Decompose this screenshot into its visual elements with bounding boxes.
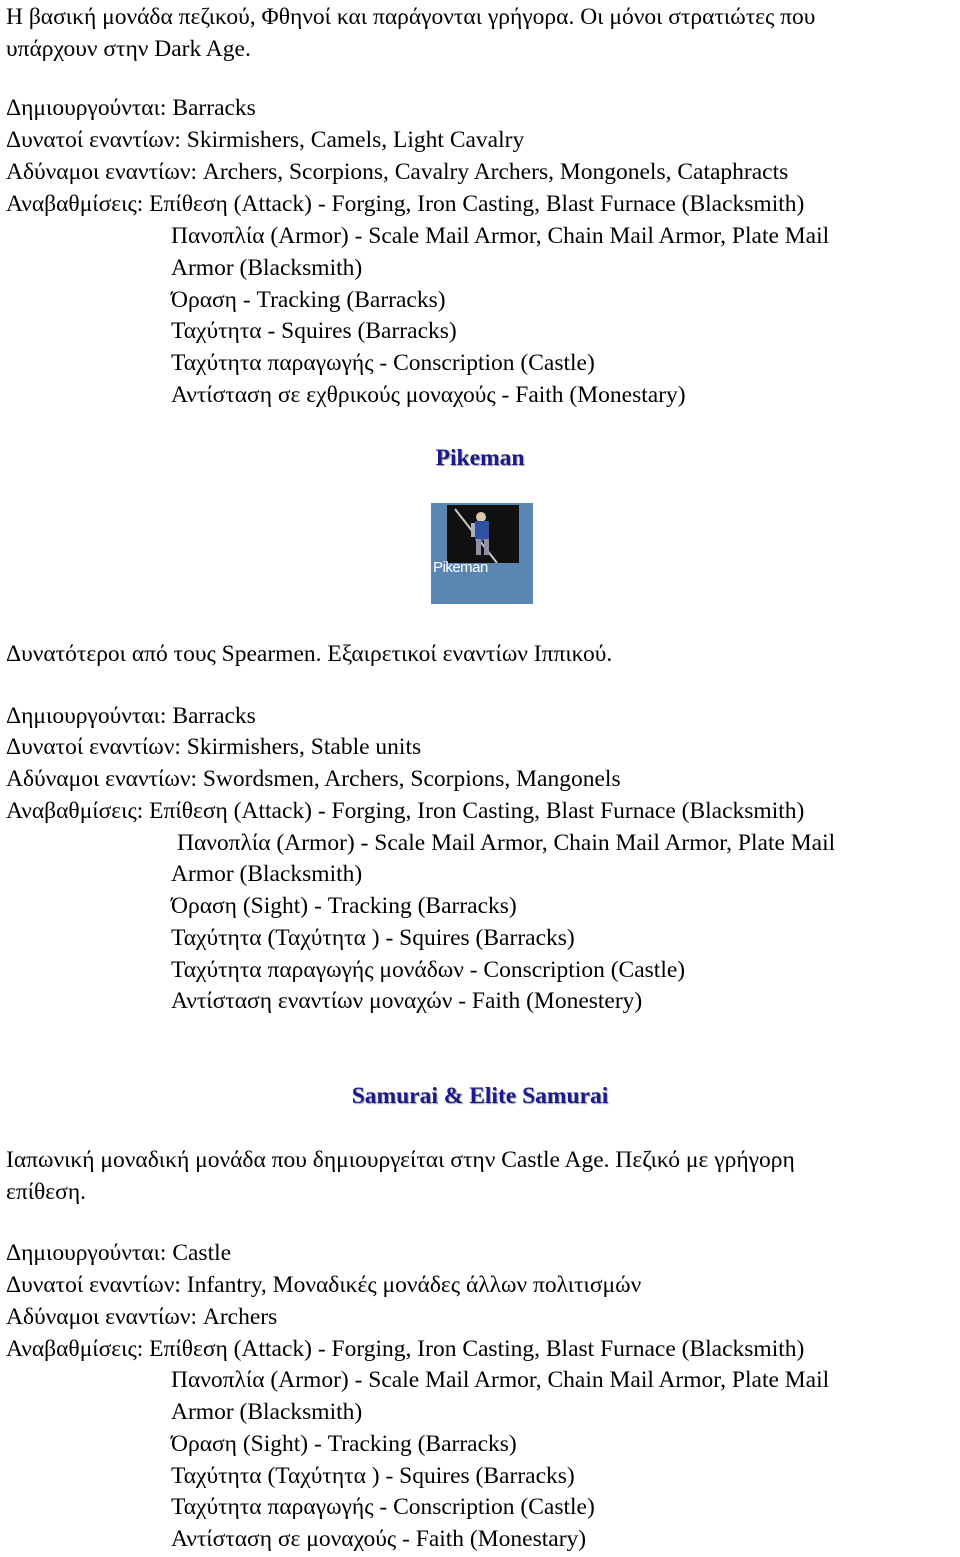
pikeman-icon-caption: Pikeman [433,559,488,576]
samurai-armor-line-2: Armor (Blacksmith) [171,1399,363,1425]
samurai-speed: Ταχύτητα (Ταχύτητα ) - Squires (Barracks) [171,1463,575,1489]
pikeman-unit-art [447,505,519,563]
spearman-weak: Αδύναμοι εναντίων: Archers, Scorpions, Cavalry Archers, Mongonels, Cataphracts [6,159,789,185]
spearman-production: Ταχύτητα παραγωγής - Conscription (Castle) [171,350,595,376]
spearman-strong: Δυνατοί εναντίων: Skirmishers, Camels, Light Cavalry [6,127,525,153]
pikeman-resistance: Αντίσταση εναντίων μοναχών - Faith (Monestery) [171,988,643,1014]
spearman-armor-line-1: Πανοπλία (Armor) - Scale Mail Armor, Chain Mail Armor, Plate Mail [171,223,830,249]
spearman-created: Δημιουργούνται: Barracks [6,95,256,121]
samurai-desc-line-1: Ιαπωνική μοναδική μονάδα που δημιουργείται στην Castle Age. Πεζικό με γρήγορη [6,1147,795,1173]
pikeman-unit-icon [431,503,533,604]
spearman-resistance: Αντίσταση σε εχθρικούς μοναχούς - Faith (Monestary) [171,382,686,408]
samurai-created: Δημιουργούνται: Castle [6,1240,232,1266]
spearman-sight: Όραση - Tracking (Barracks) [171,287,446,313]
pikeman-production: Ταχύτητα παραγωγής μονάδων - Conscription (Castle) [171,957,686,983]
spearman-intro-line-2: υπάρχουν στην Dark Age. [6,36,251,62]
samurai-weak: Αδύναμοι εναντίων: Archers [6,1304,278,1330]
pikeman-speed: Ταχύτητα (Ταχύτητα ) - Squires (Barracks) [171,925,575,951]
spearman-intro-line-1: Η βασική μονάδα πεζικού, Φθηνοί και παράγονται γρήγορα. Οι μόνοι στρατιώτες που [6,4,816,30]
pikeman-upgrades-attack: Αναβαθμίσεις: Επίθεση (Attack) - Forging, Iron Casting, Blast Furnace (Blacksmith) [6,798,805,824]
pikeman-created: Δημιουργούνται: Barracks [6,703,256,729]
pikeman-strong: Δυνατοί εναντίων: Skirmishers, Stable units [6,734,422,760]
samurai-resistance: Αντίσταση σε μοναχούς - Faith (Monestary) [171,1526,587,1552]
samurai-upgrades-attack: Αναβαθμίσεις: Επίθεση (Attack) - Forging, Iron Casting, Blast Furnace (Blacksmith) [6,1336,805,1362]
pikeman-heading: Pikeman [435,445,525,471]
pikeman-armor-line-1: Πανοπλία (Armor) - Scale Mail Armor, Chain Mail Armor, Plate Mail [177,830,836,856]
spearman-upgrades-attack: Αναβαθμίσεις: Επίθεση (Attack) - Forging, Iron Casting, Blast Furnace (Blacksmith) [6,191,805,217]
samurai-heading: Samurai & Elite Samurai [351,1083,609,1109]
samurai-sight: Όραση (Sight) - Tracking (Barracks) [171,1431,517,1457]
samurai-desc-line-2: επίθεση. [6,1179,87,1205]
samurai-production: Ταχύτητα παραγωγής - Conscription (Castle) [171,1494,595,1520]
spearman-speed: Ταχύτητα - Squires (Barracks) [171,318,457,344]
pikeman-weak: Αδύναμοι εναντίων: Swordsmen, Archers, Scorpions, Mangonels [6,766,621,792]
samurai-strong: Δυνατοί εναντίων: Infantry, Μοναδικές μονάδες άλλων πολιτισμών [6,1272,642,1298]
spearman-armor-line-2: Armor (Blacksmith) [171,255,363,281]
pikeman-armor-line-2: Armor (Blacksmith) [171,861,363,887]
pikeman-description: Δυνατότεροι από τους Spearmen. Εξαιρετικοί εναντίων Ιππικού. [6,641,613,667]
pikeman-sight: Όραση (Sight) - Tracking (Barracks) [171,893,517,919]
samurai-armor-line-1: Πανοπλία (Armor) - Scale Mail Armor, Chain Mail Armor, Plate Mail [171,1367,830,1393]
